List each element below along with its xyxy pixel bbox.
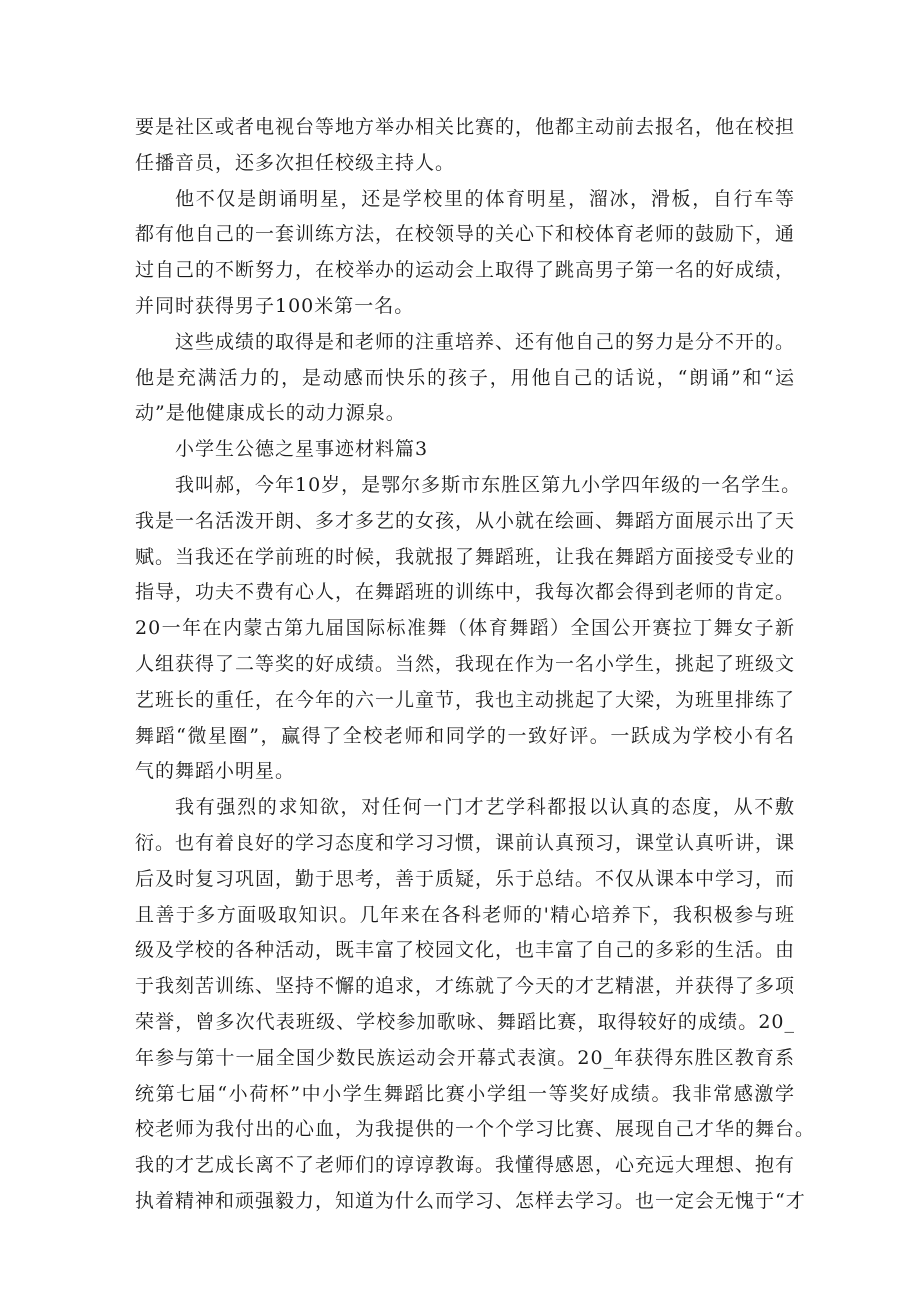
text-line: 级及学校的各种活动，既丰富了校园文化，也丰富了自己的多彩的生活。由 (135, 939, 796, 962)
text-line: 年参与第十一届全国少数民族运动会开幕式表演。20_年获得东胜区教育系 (135, 1046, 795, 1069)
text-line: 我的才艺成长离不了老师们的谆谆教诲。我懂得感恩，心充远大理想、抱有 (135, 1154, 796, 1177)
text-line: 要是社区或者电视台等地方举办相关比赛的，他都主动前去报名，他在校担 (135, 116, 796, 138)
text-line: 这些成绩的取得是和老师的注重培养、还有他自己的努力是分不开的。 (175, 330, 796, 353)
text-line: 舞蹈“微星圈”，赢得了全校老师和同学的一致好评。一跃成为学校小有名 (135, 724, 795, 747)
text-line: 执着精神和顽强毅力，知道为什么而学习、怎样去学习。也一定会无愧于“才 (135, 1190, 806, 1212)
text-line: 指导，功夫不费有心人，在舞蹈班的训练中，我每次都会得到老师的肯定。 (135, 581, 796, 604)
text-line: 校老师为我付出的心血，为我提供的一个个学习比赛、展现自己才华的舞台。 (135, 1118, 816, 1141)
text-line: 气的舞蹈小明星。 (135, 760, 296, 783)
text-line: 我有强烈的求知欲，对任何一门才艺学科都报以认真的态度，从不敷 (175, 796, 795, 819)
text-line: 20一年在内蒙古第九届国际标准舞（体育舞蹈）全国公开赛拉丁舞女子新 (135, 617, 795, 640)
text-line: 我是一名活泼开朗、多才多艺的女孩，从小就在绘画、舞蹈方面展示出了天 (135, 509, 796, 532)
text-line: 统第七届“小荷杯”中小学生舞蹈比赛小学组一等奖好成绩。我非常感激学 (135, 1082, 795, 1105)
text-line: 于我刻苦训练、坚持不懈的追求，才练就了今天的才艺精湛，并获得了多项 (135, 975, 796, 998)
text-line: 后及时复习巩固，勤于思考，善于质疑，乐于总结。不仅从课本中学习，而 (135, 867, 796, 890)
text-line: 荣誉，曾多次代表班级、学校参加歌咏、舞蹈比赛，取得较好的成绩。20_ (135, 1011, 795, 1033)
text-line: 并同时获得男子100米第一名。 (135, 295, 415, 317)
text-line: 他是充满活力的，是动感而快乐的孩子，用他自己的话说，“朗诵”和“运 (135, 366, 795, 389)
text-line: 过自己的不断努力，在校举办的运动会上取得了跳高男子第一名的好成绩， (135, 259, 796, 282)
text-line: 任播音员，还多次担任校级主持人。 (135, 151, 456, 174)
text-line: 衍。也有着良好的学习态度和学习习惯，课前认真预习，课堂认真听讲，课 (135, 832, 796, 854)
text-line: 艺班长的重任，在今年的六一儿童节，我也主动挑起了大梁，为班里排练了 (135, 688, 796, 711)
text-line: 人组获得了二等奖的好成绩。当然，我现在作为一名小学生，挑起了班级文 (135, 653, 796, 675)
text-line: 小学生公德之星事迹材料篇3 (175, 438, 429, 461)
text-line: 我叫郝，今年10岁，是鄂尔多斯市东胜区第九小学四年级的一名学生。 (175, 474, 802, 496)
text-line: 动”是他健康成长的动力源泉。 (135, 402, 406, 425)
text-line: 他不仅是朗诵明星，还是学校里的体育明星，溜冰，滑板，自行车等 (175, 187, 795, 210)
text-line: 且善于多方面吸取知识。几年来在各科老师的'精心培养下，我积极参与班 (135, 903, 795, 926)
text-line: 赋。当我还在学前班的时候，我就报了舞蹈班，让我在舞蹈方面接受专业的 (135, 545, 796, 568)
text-line: 都有他自己的一套训练方法，在校领导的关心下和校体育老师的鼓励下，通 (135, 223, 796, 246)
